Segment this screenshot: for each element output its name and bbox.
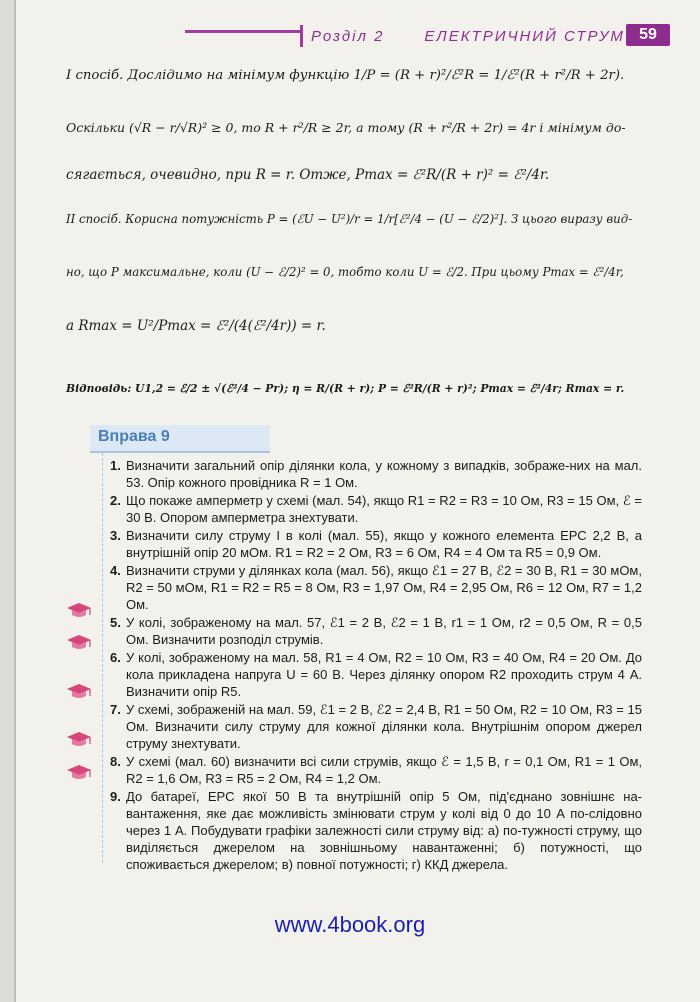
task-number: 7. bbox=[110, 702, 121, 717]
solution-line-6: а Rmax = U²/Pmax = ℰ²/(4(ℰ²/4r)) = r. bbox=[66, 318, 326, 334]
solution-line-3: сягається, очевидно, при R = r. Отже, Pmax = ℰ²R/(R + r)² = ℰ²/4r. bbox=[66, 167, 550, 183]
task-4 bbox=[110, 562, 642, 613]
solution-line-4: II спосіб. Корисна потужність P = (ℰU − U²)/r = 1/r[ℰ²/4 − (U − ℰ/2)²]. З цього виразу вид- bbox=[66, 212, 633, 226]
exercise-block bbox=[90, 425, 642, 872]
solution-line-5: но, що P максимальне, коли (U − ℰ/2)² = 0, тобто коли U = ℰ/2. При цьому Pmax = ℰ²/4r, bbox=[66, 265, 624, 279]
solution-line-2: Оскільки (√R − r/√R)² ≥ 0, то R + r²/R ≥ 2r, а тому (R + r²/R + 2r) = 4r і мінімум до- bbox=[66, 120, 626, 135]
task-text: У схемі, зображеній на мал. 59, ℰ1 = 2 В, ℰ2 = 2,4 В, R1 = 50 Ом, R2 = 10 Ом, R3 = 15 Ом. Визначити силу струму для кожної ділянки кола. Внутрішнім опором джерел струму знехтувати. bbox=[126, 702, 642, 751]
page-edge bbox=[0, 0, 14, 1002]
solution-line-1: I спосіб. Дослідимо на мінімум функцію 1/P = (R + r)²/ℰ²R = 1/ℰ²(R + r²/R + 2r). bbox=[66, 68, 625, 83]
task-text: Визначити загальний опір ділянки кола, у кожному з випадків, зображе-них на мал. 53. Опір кожного провідника R = 1 Ом. bbox=[126, 458, 642, 490]
task-number: 5. bbox=[110, 615, 121, 630]
graduation-cap-icon bbox=[66, 731, 92, 749]
exercise-margin-line bbox=[102, 453, 104, 863]
answer-line: Відповідь: U1,2 = ℰ/2 ± √(ℰ²/4 − Pr); η = R/(R + r); P = ℰ²R/(R + r)²; Pmax = ℰ²/4r; Rmax = r. bbox=[66, 382, 625, 395]
task-number: 6. bbox=[110, 650, 121, 665]
task-2 bbox=[110, 492, 642, 526]
task-9 bbox=[110, 788, 642, 873]
task-list bbox=[110, 457, 642, 873]
task-6 bbox=[110, 649, 642, 700]
page-number: 59 bbox=[626, 24, 670, 46]
exercise-title-underline bbox=[90, 451, 270, 453]
task-text: Визначити силу струму I в колі (мал. 55), якщо у кожного елемента ЕРС 2,2 В, а внутрішній опір 20 мОм. R1 = R2 = 2 Ом, R3 = 6 Ом, R4 = 4 Ом та R5 = 0,9 Ом. bbox=[126, 528, 642, 560]
task-7 bbox=[110, 701, 642, 752]
chapter-label: ЕЛЕКТРИЧНИЙ СТРУМ bbox=[424, 27, 625, 45]
graduation-cap-icon bbox=[66, 602, 92, 620]
graduation-cap-icon bbox=[66, 764, 92, 782]
task-number: 3. bbox=[110, 528, 121, 543]
running-header bbox=[300, 25, 627, 47]
exercise-title: Вправа 9 bbox=[98, 428, 170, 445]
task-number: 4. bbox=[110, 563, 121, 578]
task-3 bbox=[110, 527, 642, 561]
graduation-cap-icon bbox=[66, 683, 92, 701]
task-8 bbox=[110, 753, 642, 787]
task-text: До батареї, ЕРС якої 50 В та внутрішній опір 5 Ом, під'єднано зовнішнє на-вантаження, яке дає можливість змінювати струм у колі від 0 до 10 А по-слідовно через 1 А. Побудувати графіки залежності сили струму від: а) по-тужності струму, що виділяється джерелом на зовнішньому навантаженні; б) потужності, що споживається джерелом; в) повної потужності; г) ККД джерела. bbox=[126, 789, 642, 872]
task-1 bbox=[110, 457, 642, 491]
task-number: 2. bbox=[110, 493, 121, 508]
task-text: У схемі (мал. 60) визначити всі сили струмів, якщо ℰ = 1,5 В, r = 0,1 Ом, R1 = 1 Ом, R2 = 1,6 Ом, R3 = R5 = 2 Ом, R4 = 1,2 Ом. bbox=[126, 754, 642, 786]
task-number: 9. bbox=[110, 789, 121, 804]
task-5 bbox=[110, 614, 642, 648]
task-text: Що покаже амперметр у схемі (мал. 54), якщо R1 = R2 = R3 = 10 Ом, R3 = 15 Ом, ℰ = 30 В. Опором амперметра знехтувати. bbox=[126, 493, 642, 525]
task-number: 8. bbox=[110, 754, 121, 769]
page-edge-shadow bbox=[14, 0, 16, 1002]
watermark-link[interactable]: www.4book.org bbox=[274, 912, 426, 937]
task-text: Визначити струми у ділянках кола (мал. 56), якщо ℰ1 = 27 В, ℰ2 = 30 В, R1 = 30 мОм, R2 = 50 мОм, R1 = R2 = R5 = 8 Ом, R3 = 1,97 Ом, R4 = 2,95 Ом, R6 = 12 Ом, R7 = 1,2 Ом. bbox=[126, 563, 642, 612]
exercise-header bbox=[90, 425, 640, 455]
graduation-cap-icon bbox=[66, 634, 92, 652]
section-label: Розділ 2 bbox=[311, 27, 385, 45]
task-number: 1. bbox=[110, 458, 121, 473]
task-text: У колі, зображеному на мал. 57, ℰ1 = 2 В, ℰ2 = 1 В, r1 = 1 Ом, r2 = 0,5 Ом, R = 0,5 Ом. Визначити розподіл струмів. bbox=[126, 615, 642, 647]
task-text: У колі, зображеному на мал. 58, R1 = 4 Ом, R2 = 10 Ом, R3 = 40 Ом, R4 = 20 Ом. До кола прикладена напруга U = 60 В. Через ділянку опором R2 проходить струм 4 А. Визначити опір R5. bbox=[126, 650, 642, 699]
